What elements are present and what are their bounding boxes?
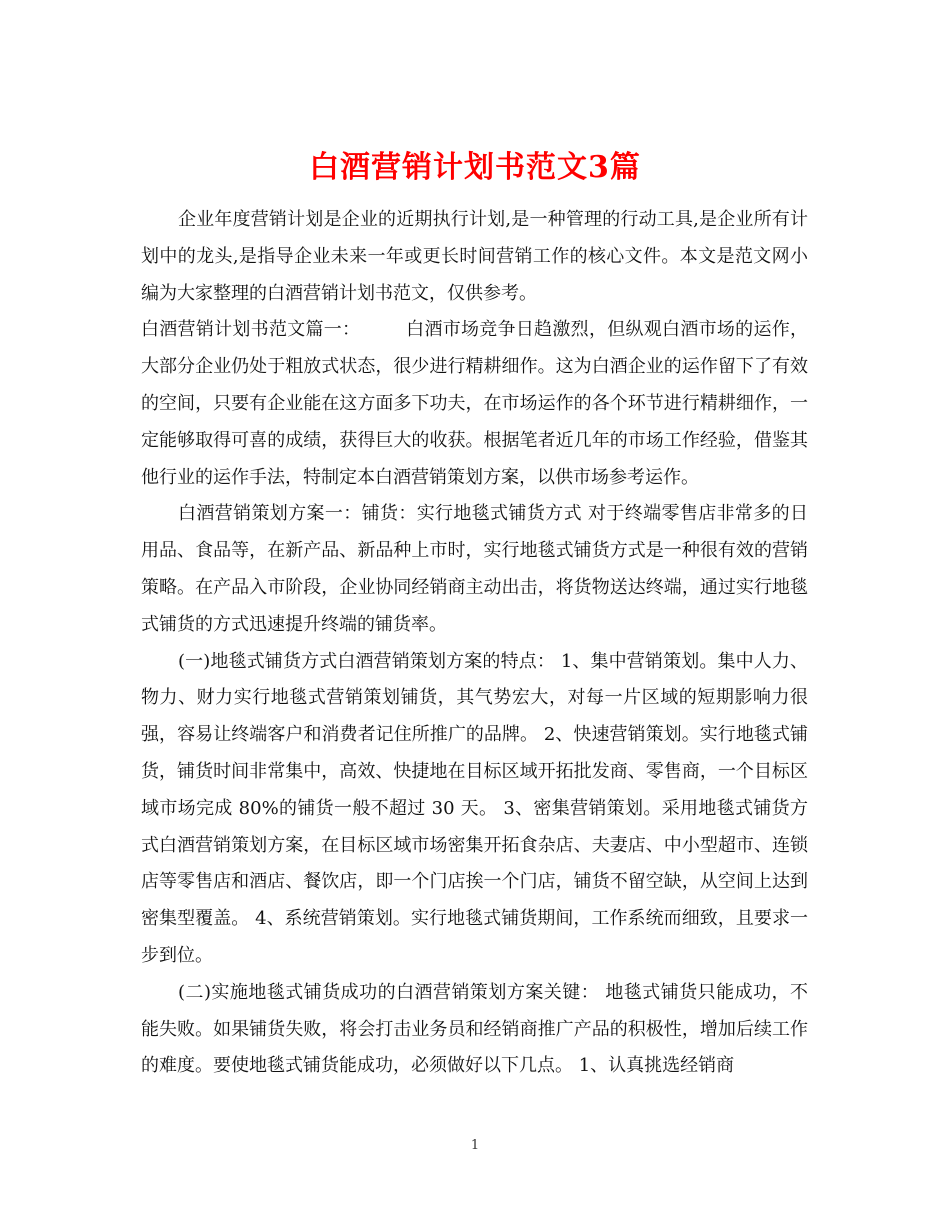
paragraph-part-one: 白酒营销计划书范文篇一： 白酒市场竞争日趋激烈，但纵观白酒市场的运作，大部分企业仍处于粗放式状态，很少进行精耕细作。这为白酒企业的运作留下了有效的空间，只要有企业能在这方面多下功夫，在市场运作的各个环节进行精耕细作，一定能够取得可喜的成绩，获得巨大的收获。根据笔者近几年的市场工作经验，借鉴其他行业的运作手法，特制定本白酒营销策划方案，以供市场参考运作。 (141, 319, 808, 488)
document-body (141, 202, 808, 1085)
page-number: 1 (470, 1138, 480, 1153)
paragraph-section-two: (二)实施地毯式铺货成功的白酒营销策划方案关键： 地毯式铺货只能成功，不能失败。如果铺货失败，将会打击业务员和经销商推广产品的积极性，增加后续工作的难度。要使地毯式铺货能成功，必须做好以下几点。 1、认真挑选经销商 (141, 981, 808, 1077)
document-title: 白酒营销计划书范文3篇 (309, 150, 641, 186)
paragraph-intro: 企业年度营销计划是企业的近期执行计划,是一种管理的行动工具,是企业所有计划中的龙头,是指导企业未来一年或更长时间营销工作的核心文件。本文是范文网小编为大家整理的白酒营销计划书范文，仅供参考。 (141, 209, 808, 304)
paragraph-section-one: (一)地毯式铺货方式白酒营销策划方案的特点： 1、集中营销策划。集中人力、物力、财力实行地毯式营销策划铺货，其气势宏大，对每一片区域的短期影响力很强，容易让终端客户和消费者记住所推广的品牌。 2、快速营销策划。实行地毯式铺货，铺货时间非常集中，高效、快捷地在目标区域开拓批发商、零售商，一个目标区域市场完成 80%的铺货一般不超过 30 天。 3、密集营销策划。采用地毯式铺货方式白酒营销策划方案，在目标区域市场密集开拓食杂店、夫妻店、中小型超市、连锁店等零售店和酒店、餐饮店，即一个门店挨一个门店，铺货不留空缺，从空间上达到密集型覆盖。 4、系统营销策划。实行地毯式铺货期间，工作系统而细致，且要求一步到位。 (141, 650, 808, 966)
paragraph-plan-one: 白酒营销策划方案一：铺货：实行地毯式铺货方式 对于终端零售店非常多的日用品、食品等，在新产品、新品种上市时，实行地毯式铺货方式是一种很有效的营销策略。在产品入市阶段，企业协同经销商主动出击，将货物送达终端，通过实行地毯式铺货的方式迅速提升终端的铺货率。 (141, 503, 808, 635)
